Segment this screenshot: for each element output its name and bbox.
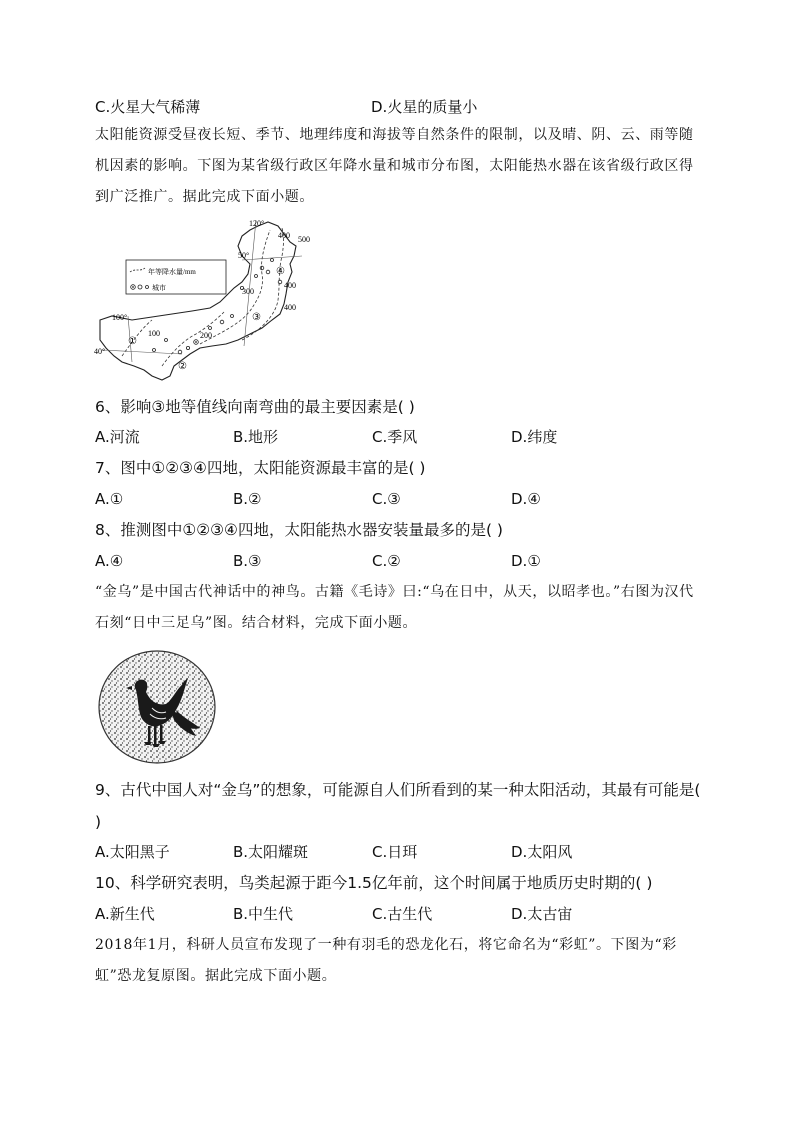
q7-option-b: B.②	[233, 490, 262, 508]
label-iso-500: 500	[298, 235, 310, 244]
material-rainbow-dinosaur: 2018年1月，科研人员宣布发现了一种有羽毛的恐龙化石，将它命名为“彩虹”。下图为“彩虹”恐龙复原图。据此完成下面小题。	[95, 937, 677, 984]
q6-stem: 6、影响③地等值线向南弯曲的最主要因素是( )	[95, 398, 415, 416]
province-outline	[100, 222, 296, 380]
q8-option-d: D.①	[511, 552, 541, 570]
q9-option-b: B.太阳耀斑	[233, 843, 309, 861]
q10-option-a: A.新生代	[95, 905, 155, 923]
parallel-40	[102, 350, 182, 354]
label-lon-120: 120°	[249, 219, 265, 228]
q10-option-d: D.太古宙	[511, 905, 573, 923]
q9-option-c: C.日珥	[372, 843, 418, 861]
q9-stem: 9、古代中国人对“金乌”的想象，可能源自人们所看到的某一种太阳活动，其最有可能是( )	[95, 781, 701, 831]
isohyet-400	[242, 228, 284, 340]
q8-option-a: A.④	[95, 552, 124, 570]
label-lon-100: 100°	[112, 313, 128, 322]
three-legged-crow-carving	[96, 648, 218, 766]
q6-option-b: B.地形	[233, 428, 279, 446]
label-lat-40: 40°	[94, 347, 106, 356]
q7-option-a: A.①	[95, 490, 124, 508]
label-iso-400-mid: 400	[284, 281, 296, 290]
q7-option-d: D.④	[511, 490, 541, 508]
label-lat-50: 50°	[238, 251, 250, 260]
label-region-1: ①	[128, 336, 137, 347]
q10-option-b: B.中生代	[233, 905, 294, 923]
q6-option-a: A.河流	[95, 428, 140, 446]
precipitation-city-map	[92, 216, 322, 392]
q8-option-b: B.③	[233, 552, 262, 570]
label-region-3: ③	[252, 312, 261, 323]
legend-isohyet-label: 年等降水量/mm	[148, 268, 196, 276]
q10-option-c: C.古生代	[372, 905, 433, 923]
isohyet-200	[162, 312, 224, 366]
label-region-4: ④	[276, 266, 285, 277]
label-iso-400-low: 400	[284, 303, 296, 312]
material-solar-energy: 太阳能资源受昼夜长短、季节、地理纬度和海拔等自然条件的限制，以及晴、阴、云、雨等随机因素的影响。下图为某省级行政区年降水量和城市分布图，太阳能热水器在该省级行政区得到广泛推广。据此完成下面小题。	[95, 127, 694, 205]
material-golden-crow: “金乌”是中国古代神话中的神鸟。古籍《毛诗》曰:“乌在日中，从天，以昭孝也。”右图为汉代石刻“日中三足乌”图。结合材料，完成下面小题。	[95, 584, 694, 631]
q9-option-a: A.太阳黑子	[95, 843, 170, 861]
q7-stem: 7、图中①②③④四地，太阳能资源最丰富的是( )	[95, 459, 426, 477]
q5-option-d: D.火星的质量小	[371, 98, 478, 116]
q6-option-c: C.季风	[372, 428, 418, 446]
meridian-120	[244, 220, 256, 346]
label-iso-400-top: 400	[278, 231, 290, 240]
label-iso-300: 300	[242, 287, 254, 296]
legend-city-label: 城市	[152, 284, 166, 292]
label-iso-200: 200	[200, 331, 212, 340]
q10-stem: 10、科学研究表明，鸟类起源于距今1.5亿年前，这个时间属于地质历史时期的( )	[95, 874, 653, 892]
q8-option-c: C.②	[372, 552, 401, 570]
q5-option-c: C.火星大气稀薄	[95, 98, 201, 116]
q7-option-c: C.③	[372, 490, 401, 508]
label-region-2: ②	[178, 361, 187, 372]
q6-option-d: D.纬度	[511, 428, 558, 446]
label-iso-100: 100	[148, 329, 160, 338]
q9-option-d: D.太阳风	[511, 843, 573, 861]
isohyet-100	[122, 320, 152, 356]
q8-stem: 8、推测图中①②③④四地，太阳能热水器安装量最多的是( )	[95, 521, 503, 539]
